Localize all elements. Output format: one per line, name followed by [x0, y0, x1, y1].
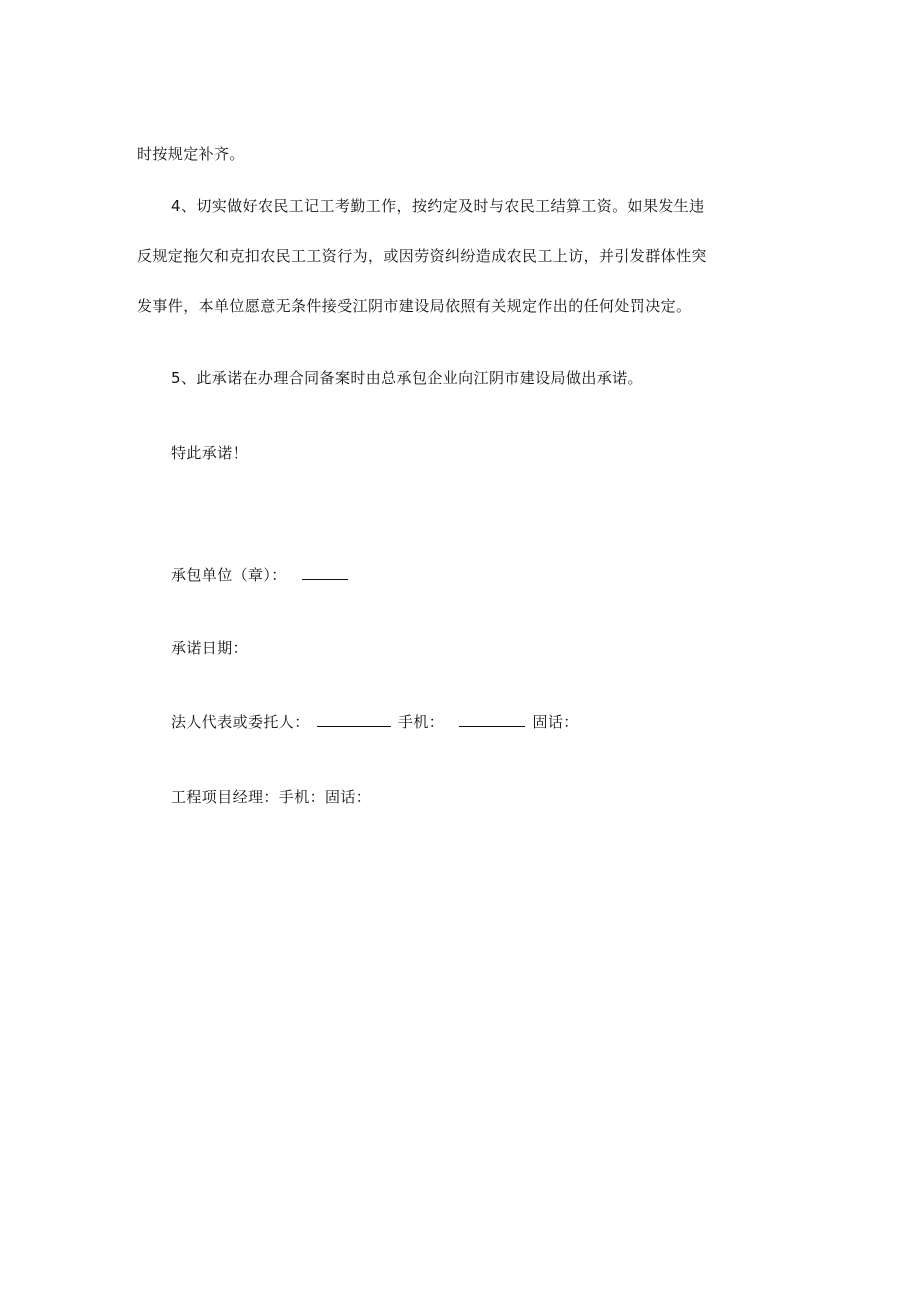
legal-rep-label: 法人代表或委托人： [171, 713, 310, 731]
commitment-date-label: 承诺日期： [171, 639, 249, 657]
legal-rep-mobile-blank [459, 712, 525, 727]
paragraph-5: 5、此承诺在办理合同备案时由总承包企业向江阴市建设局做出承诺。 [171, 369, 643, 387]
paragraph-4-line-1: 4、切实做好农民工记工考勤工作，按约定及时与农民工结算工资。如果发生违 [171, 197, 705, 215]
closing-statement: 特此承诺！ [171, 444, 249, 462]
paragraph-4-line-3: 发事件，本单位愿意无条件接受江阴市建设局依照有关规定作出的任何处罚决定。 [137, 297, 692, 315]
paragraph-4-line-2: 反规定拖欠和克扣农民工工资行为，或因劳资纠纷造成农民工上访，并引发群体性突 [137, 247, 707, 265]
contractor-seal-blank [302, 565, 348, 580]
legal-rep-mobile-label: 手机： [397, 713, 445, 731]
paragraph-3-tail: 时按规定补齐。 [137, 145, 245, 163]
contractor-seal-row [171, 565, 350, 585]
legal-rep-landline-label: 固话： [532, 713, 579, 731]
legal-rep-blank [317, 712, 391, 727]
project-manager-row: 工程项目经理：手机：固话： [171, 788, 372, 806]
contractor-seal-label: 承包单位（章）： [171, 566, 287, 584]
legal-rep-row [171, 712, 579, 732]
